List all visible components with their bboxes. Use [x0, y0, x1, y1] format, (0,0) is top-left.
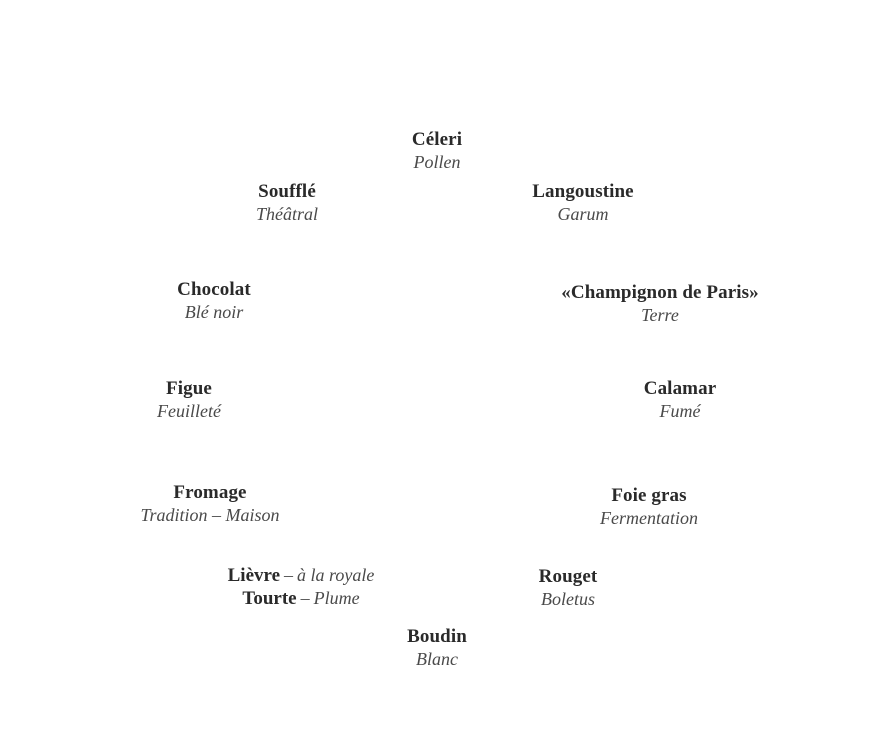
menu-item-figue: [157, 377, 221, 423]
dish-description: Blé noir: [184, 302, 244, 322]
menu-item-celeri: [412, 128, 462, 174]
dish-description: Fermentation: [600, 508, 698, 528]
menu-item-fromage: [140, 481, 279, 527]
dash-separator: –: [300, 588, 310, 608]
dish-name: Tourte: [242, 588, 297, 609]
dish-name: Chocolat: [177, 279, 251, 300]
menu-item-chocolat: [177, 278, 251, 324]
dish-name: Langoustine: [532, 181, 634, 202]
dish-name: Figue: [166, 378, 212, 399]
dish-name: Rouget: [538, 566, 598, 587]
dish-description: Tradition – Maison: [140, 505, 280, 525]
dish-name: Céleri: [411, 129, 463, 150]
dish-name: Lièvre: [227, 565, 281, 586]
menu-item-lievre-tourte: [228, 564, 375, 610]
dish-description: Fumé: [659, 401, 701, 421]
combo-line-tourte: [228, 587, 375, 610]
menu-item-foie-gras: [600, 484, 698, 530]
dash-separator: –: [284, 565, 294, 585]
menu-item-calamar: [644, 377, 716, 423]
dish-name: Soufflé: [258, 181, 316, 202]
dish-name: Fromage: [173, 482, 247, 503]
dish-description: Blanc: [415, 649, 458, 669]
dish-description: Feuilleté: [157, 401, 221, 421]
dish-description: Boletus: [541, 589, 595, 609]
dish-description: Théâtral: [255, 204, 319, 224]
menu-item-souffle: [256, 180, 318, 226]
dish-name: Calamar: [643, 378, 717, 399]
dish-description: à la royale: [297, 565, 375, 585]
menu-item-rouget: [539, 565, 598, 611]
combo-line-lievre: [228, 564, 375, 587]
dish-description: Garum: [557, 204, 609, 224]
menu-item-boudin: [407, 625, 467, 671]
dish-description: Terre: [641, 305, 679, 325]
dish-description: Pollen: [413, 152, 461, 172]
dish-name: «Champignon de Paris»: [561, 282, 759, 303]
dish-name: Boudin: [407, 626, 467, 647]
menu-item-champignon: [561, 281, 758, 327]
dish-name: Foie gras: [611, 485, 687, 506]
dish-description: Plume: [313, 588, 360, 608]
menu-item-langoustine: [532, 180, 633, 226]
